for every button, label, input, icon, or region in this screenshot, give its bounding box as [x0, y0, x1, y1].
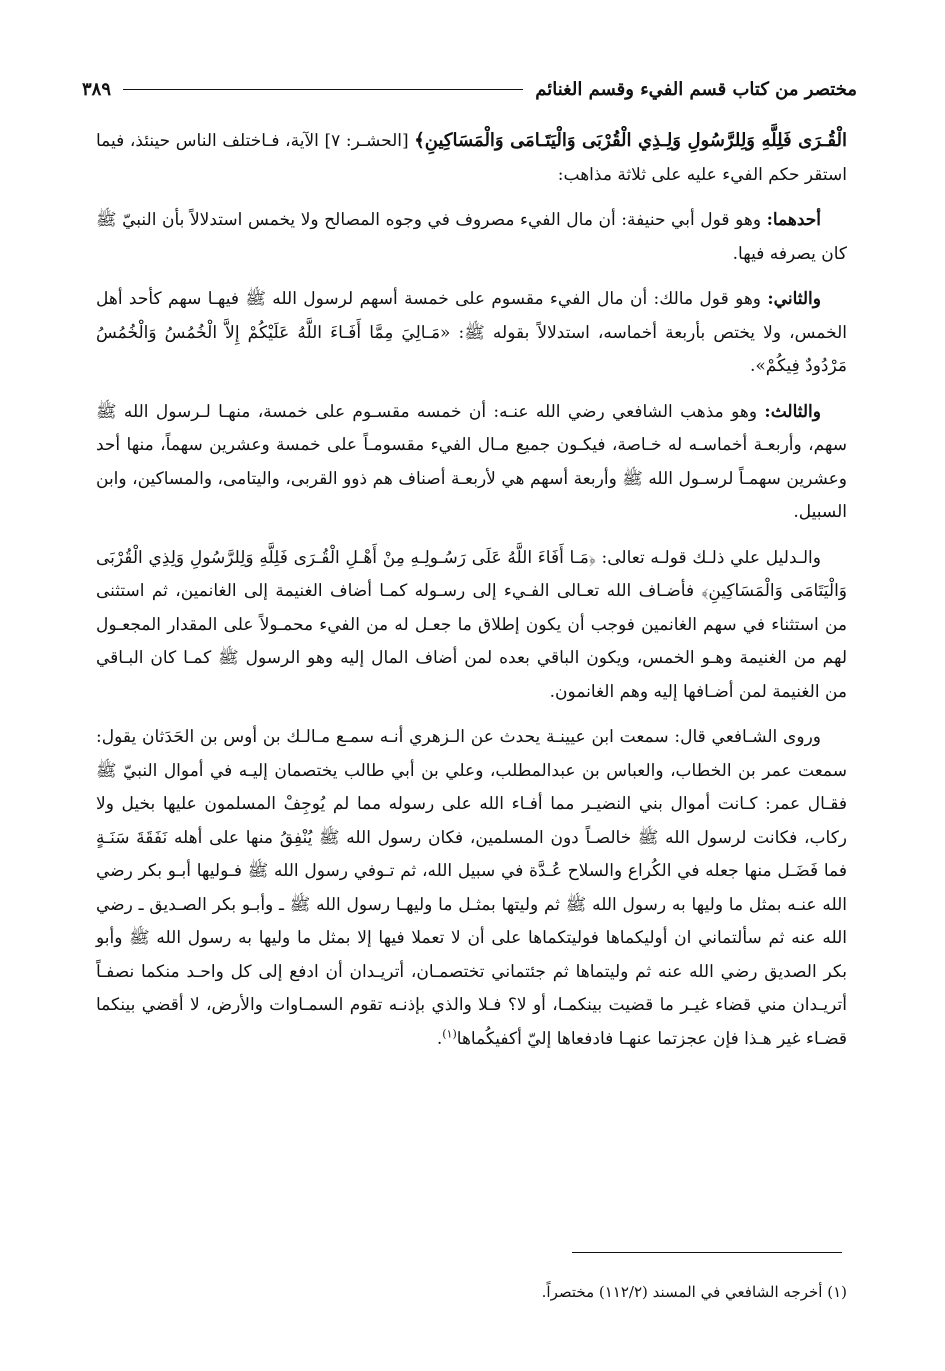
paragraph-lead: أحدهما:	[766, 210, 821, 230]
paragraph-text: وهو مذهب الشافعي رضي الله عنـه: أن خمسه مقسـوم على خمسة، منهـا لـرسول الله ﷺ سهم، وأربعـة أخماسـه له خـاصة، فيكـون جميع مـال الفيء مقسومـاً على خمسة وعشرين سهماً، منها أحد وعشرين سهمـاً لرسـول الله ﷺ وأربعة أسهم هي لأربعـة أصناف هم ذوو القربى، واليتامى، والمساكين، وابن السبيل.	[96, 401, 847, 522]
paragraph-lead: والثالث:	[764, 401, 821, 422]
footnote-marker: (١)	[442, 1026, 457, 1040]
closing-period: .	[436, 1028, 443, 1049]
footnote-rule	[572, 1252, 842, 1253]
paragraph-lead: والثاني:	[767, 289, 821, 309]
page-number: ٣٨٩	[82, 78, 112, 100]
paragraph-text: والـدليل علي ذلـك قولـه تعالى: ﴿مَـا أَفَاءَ اللَّهُ عَلَى رَسُـولِـهِ مِنْ أَهْـلِ الْقُـرَى فَلِلَّهِ وَلِلرَّسُولِ وَلِذِي الْقُرْبَى وَالْيَتَامَى وَالْمَسَاكِينِ﴾ فأضـاف الله تعـالى الفـيء إلى رسـوله كمـا أضاف الغنيمة إلى الغانمين، ثم استثنى من استثناء في سهم الغانمين فوجب أن يكون إطلاق ما جعـل له من الفيء محمـولاً على المقدار المجعـول لهم من الغنيمة وهـو الخمس، ويكون الباقي بعده لمن أضاف المال إليه وهو الرسول ﷺ كمـا كان البـاقي من الغنيمة لمن أضـافها إليه وهم الغانمون.	[96, 547, 847, 702]
paragraph-text: [الحشـر: ٧] الآية، فـاختلف الناس حينئذ، فيما استقر حكم الفيء عليه على ثلاثة مذاهب:	[96, 131, 847, 185]
header-rule	[123, 89, 523, 90]
paragraph-text: وهو قول مالك: أن مال الفيء مقسوم على خمسة أسهم لرسول الله ﷺ فيهـا سهم كأحد أهل الخمس، ولا يختص بأربعة أخماسه، استدلالاً بقوله ﷺ: «مَـالِيَ مِمَّا أَفَـاءَ اللَّهُ عَلَيْكُمْ إِلاَّ الْخُمُسُ وَالْخُمُسُ مَرْدُودٌ فِيكُمْ».	[96, 289, 847, 376]
paragraph-2	[96, 204, 847, 271]
main-text	[96, 124, 847, 1068]
quran-verse: الْقُـرَى فَلِلَّهِ وَلِلرَّسُولِ وَلِـذِي الْقُرْبَى وَالْيَتَـامَى وَالْمَسَاكِينِ﴾	[414, 130, 848, 151]
paragraph-5	[96, 542, 847, 710]
paragraph-4	[96, 396, 847, 530]
running-title: مختصر من كتاب قسم الفيء وقسم الغنائم	[535, 78, 857, 100]
paragraph-text: وروى الشـافعي قال: سمعت ابن عيينـة يحدث عن الـزهري أنـه سمـع مـالـك بن أوس بن الحَدَثان يقول: سمعت عمر بن الخطاب، والعباس بن عبدالمطلب، وعلي بن أبي طالب يختصمان إليـه في أموال النبيّ ﷺ فقـال عمر: كـانت أموال بني النضيـر مما أفـاء الله على رسوله مما لم يُوجِفْ المسلمون عليها بخيل ولا ركاب، فكانت لرسول الله ﷺ خالصـاً دون المسلمين، فكان رسول الله ﷺ يُنْفِقُ منها على أهله نَفَقَةَ سَنَـةٍ فما فَضَـل منها جعله في الكُراع والسلاح عُـدَّة في سبيل الله، ثم تـوفي رسول الله ﷺ فـوليها أبـو بكر رضي الله عنـه بمثل ما وليها به رسول الله ﷺ ثم وليتها بمثـل ما وليهـا رسول الله ﷺ ـ وأبـو بكر الصـديق ـ رضي الله عنه ثم سألتماني ان أوليكماها فوليتكماها على أن لا تعملا فيها إلا بمثل ما وليها به رسول الله ﷺ وأبو بكر الصديق رضي الله عنه ثم وليتماها ثم جئتماني تختصمـان، أتريـدان أن ادفع إلى كل واحـد منكما نصفـاً أتريـدان مني قضاء غيـر ما قضيت بينكمـا، أو لا؟ فـلا والذي بإذنـه تقوم السمـاوات والأرض، لا أقضي بينكما قضـاء غير هـذا فإن عجزتما عنهـا فادفعاها إليّ أكفيكُماها	[96, 727, 847, 1049]
paragraph-1	[96, 124, 847, 192]
running-header	[82, 74, 857, 104]
paragraph-text: وهو قول أبي حنيفة: أن مال الفيء مصروف في وجوه المصالح ولا يخمس استدلالاً بأن النبيّ ﷺ كان يصرفه فيها.	[96, 210, 847, 264]
paragraph-3	[96, 283, 847, 384]
paragraph-6	[96, 721, 847, 1056]
footnote: (١) أخرجه الشافعي في المسند (١١٢/٢) مختصراً.	[541, 1283, 847, 1301]
